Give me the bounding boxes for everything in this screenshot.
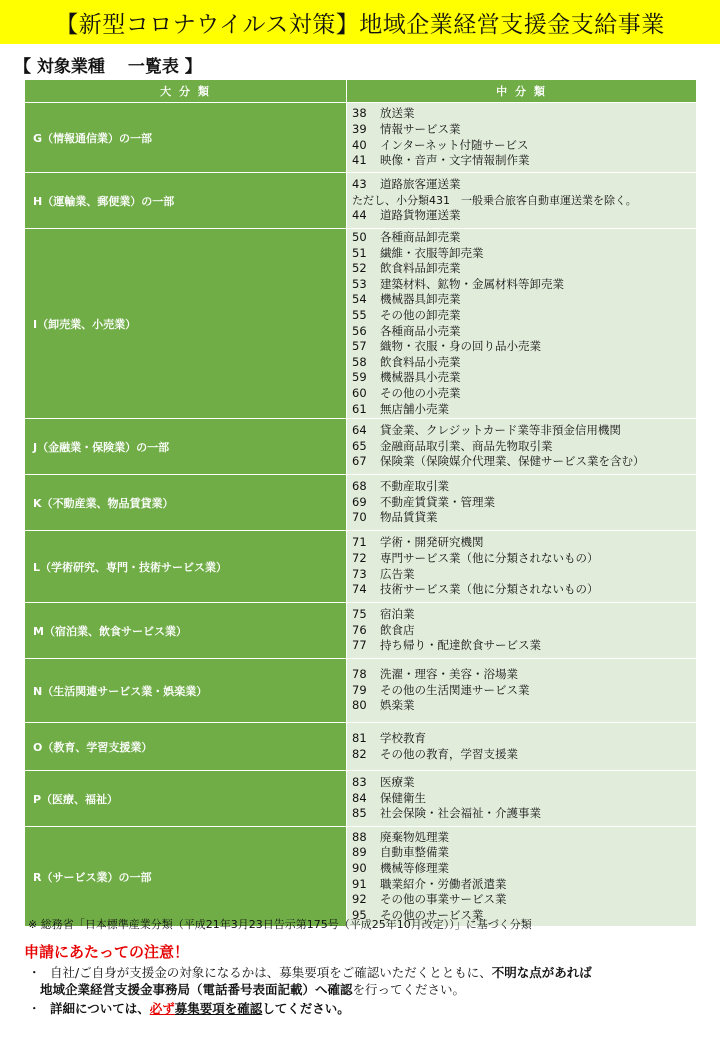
minor-name: 廃棄物処理業	[380, 829, 449, 844]
list-item	[352, 308, 696, 324]
header-minor: 中 分 類	[347, 80, 697, 103]
minor-code: 74	[352, 582, 367, 597]
minor-category-list	[347, 771, 697, 827]
industry-table	[24, 79, 697, 927]
list-item	[352, 698, 696, 714]
bullet-mark: ・	[28, 1001, 41, 1016]
minor-code: 38	[352, 106, 367, 121]
minor-name: 保険業（保険媒介代理業、保健サービス業を含む）	[380, 454, 645, 469]
table-row	[25, 531, 697, 603]
minor-name: 不動産賃貸業・管理業	[380, 494, 495, 509]
minor-code: 92	[352, 892, 367, 907]
minor-code: 51	[352, 245, 367, 260]
minor-name: 織物・衣服・身の回り品小売業	[380, 339, 541, 354]
minor-name: その他の教育，学習支援業	[380, 746, 518, 761]
minor-code: 58	[352, 354, 367, 369]
minor-code: 57	[352, 339, 367, 354]
list-item	[352, 423, 696, 439]
header-major: 大 分 類	[25, 80, 347, 103]
list-item	[352, 861, 696, 877]
minor-name: 各種商品小売業	[380, 323, 461, 338]
list-item	[352, 551, 696, 567]
list-item	[352, 153, 696, 169]
page-title: 【新型コロナウイルス対策】地域企業経営支援金支給事業	[55, 11, 665, 38]
list-item	[352, 439, 696, 455]
minor-name: 機械器具小売業	[380, 370, 461, 385]
minor-name: 貸金業、クレジットカード業等非預金信用機関	[380, 423, 621, 438]
minor-name: 金融商品取引業、商品先物取引業	[380, 438, 553, 453]
minor-category-list	[347, 229, 697, 419]
table-row	[25, 771, 697, 827]
minor-name: 保健衛生	[380, 790, 426, 805]
list-item	[352, 845, 696, 861]
minor-code: 81	[352, 731, 367, 746]
minor-code: 65	[352, 438, 367, 453]
list-item	[352, 607, 696, 623]
minor-code: 73	[352, 566, 367, 581]
list-item	[352, 535, 696, 551]
major-category: R（サービス業）の一部	[25, 827, 347, 927]
minor-code: 52	[352, 261, 367, 276]
list-item	[352, 667, 696, 683]
minor-name: 映像・音声・文字情報制作業	[380, 153, 530, 168]
minor-name: 道路旅客運送業	[380, 177, 461, 192]
list-item	[352, 402, 696, 418]
table-header-row	[25, 80, 697, 103]
list-item	[352, 747, 696, 763]
minor-name: その他の小売業	[380, 385, 461, 400]
minor-code: 78	[352, 667, 367, 682]
minor-code: 71	[352, 535, 367, 550]
minor-code: 75	[352, 607, 367, 622]
list-item	[352, 122, 696, 138]
table-row	[25, 103, 697, 173]
major-category: J（金融業・保険業）の一部	[25, 419, 347, 475]
major-category: I（卸売業、小売業）	[25, 229, 347, 419]
list-item	[352, 495, 696, 511]
minor-name: 娯楽業	[380, 698, 415, 713]
minor-code: 39	[352, 121, 367, 136]
minor-name: 道路貨物運送業	[380, 208, 461, 223]
minor-code: 88	[352, 829, 367, 844]
minor-code: 89	[352, 845, 367, 860]
list-item	[352, 638, 696, 654]
list-item	[352, 324, 696, 340]
exclusion-note: ただし、小分類431 一般乗合旅客自動車運送業を除く。	[352, 193, 637, 207]
list-item	[352, 138, 696, 154]
notice-bullet-2	[28, 1000, 350, 1017]
minor-code: 84	[352, 790, 367, 805]
list-item	[352, 791, 696, 807]
list-item	[352, 582, 696, 598]
minor-name: 専門サービス業（他に分類されないもの）	[380, 551, 599, 566]
minor-code: 90	[352, 861, 367, 876]
table-row	[25, 419, 697, 475]
title-banner	[0, 0, 720, 44]
minor-code: 61	[352, 401, 367, 416]
minor-name: 機械等修理業	[380, 861, 449, 876]
major-category: L（学術研究、専門・技術サービス業）	[25, 531, 347, 603]
table-row	[25, 603, 697, 659]
major-category: M（宿泊業、飲食サービス業）	[25, 603, 347, 659]
minor-name: 学術・開発研究機関	[380, 535, 484, 550]
minor-code: 85	[352, 806, 367, 821]
notice-emphasis: してください。	[262, 1001, 350, 1016]
list-item	[352, 806, 696, 822]
notice-emphasis: 詳細については、	[50, 1001, 150, 1016]
list-item	[352, 877, 696, 893]
list-item	[352, 510, 696, 526]
minor-name: 建築材料、鉱物・金属材料等卸売業	[380, 276, 564, 291]
minor-name: 繊維・衣服等卸売業	[380, 245, 484, 260]
minor-code: 44	[352, 208, 367, 223]
minor-code: 56	[352, 323, 367, 338]
table-body	[25, 103, 697, 927]
minor-category-list	[347, 659, 697, 723]
minor-name: 医療業	[380, 775, 415, 790]
notice-emphasis: 地域企業経営支援金事務局（電話番号表面記載）へ確認	[40, 982, 353, 997]
major-category: O（教育、学習支援業）	[25, 723, 347, 771]
minor-code: 41	[352, 153, 367, 168]
table-row	[25, 475, 697, 531]
minor-code: 91	[352, 876, 367, 891]
major-category: G（情報通信業）の一部	[25, 103, 347, 173]
notice-emphasis: 不明な点があれば	[491, 965, 592, 980]
minor-code: 55	[352, 307, 367, 322]
minor-category-list	[347, 173, 697, 229]
minor-code: 40	[352, 137, 367, 152]
list-item	[352, 370, 696, 386]
list-item	[352, 892, 696, 908]
major-category: K（不動産業、物品賃貸業）	[25, 475, 347, 531]
list-item	[352, 339, 696, 355]
minor-name: その他の事業サービス業	[380, 892, 507, 907]
minor-category-list	[347, 603, 697, 659]
notice-text: を行ってください。	[352, 982, 466, 997]
minor-category-list	[347, 419, 697, 475]
list-item	[352, 479, 696, 495]
list-item	[352, 261, 696, 277]
minor-name: 飲食料品卸売業	[380, 261, 461, 276]
list-item	[352, 567, 696, 583]
minor-name: 飲食料品小売業	[380, 354, 461, 369]
minor-category-list	[347, 723, 697, 771]
minor-name: その他の卸売業	[380, 307, 461, 322]
minor-name: 持ち帰り・配達飲食サービス業	[380, 638, 541, 653]
list-item	[352, 731, 696, 747]
minor-name: 不動産取引業	[380, 479, 449, 494]
list-item	[352, 775, 696, 791]
must-emphasis: 必ず	[149, 1001, 175, 1016]
minor-code: 68	[352, 479, 367, 494]
list-item	[352, 230, 696, 246]
minor-code: 59	[352, 370, 367, 385]
minor-name: 学校教育	[380, 731, 426, 746]
minor-name: 無店舗小売業	[380, 401, 449, 416]
minor-name: 宿泊業	[380, 607, 415, 622]
list-item	[352, 208, 696, 224]
minor-name: 自動車整備業	[380, 845, 449, 860]
list-item	[352, 277, 696, 293]
minor-code: 95	[352, 907, 367, 922]
notice-title: 申請にあたっての注意！	[24, 943, 190, 961]
list-item	[352, 830, 696, 846]
minor-category-list	[347, 103, 697, 173]
list-item	[352, 177, 696, 193]
list-item	[352, 106, 696, 122]
minor-name: 各種商品卸売業	[380, 230, 461, 244]
minor-name: 物品賃貸業	[380, 510, 438, 525]
minor-code: 50	[352, 230, 367, 244]
major-category: P（医療、福祉）	[25, 771, 347, 827]
minor-name: 職業紹介・労働者派遣業	[380, 876, 507, 891]
minor-code: 67	[352, 454, 367, 469]
minor-code: 43	[352, 177, 367, 192]
minor-name: 社会保険・社会福祉・介護事業	[380, 806, 541, 821]
table-row	[25, 229, 697, 419]
minor-code: 69	[352, 494, 367, 509]
table-subtitle: 【 対象業種 一覧表 】	[14, 57, 202, 77]
minor-name: 機械器具卸売業	[380, 292, 461, 307]
minor-name: インターネット付随サービス	[380, 137, 529, 152]
minor-code: 83	[352, 775, 367, 790]
minor-code: 76	[352, 622, 367, 637]
minor-code: 82	[352, 746, 367, 761]
list-item	[352, 386, 696, 402]
minor-category-list	[347, 531, 697, 603]
minor-category-list	[347, 475, 697, 531]
minor-code: 80	[352, 698, 367, 713]
minor-code: 70	[352, 510, 367, 525]
minor-code: 77	[352, 638, 367, 653]
minor-code: 72	[352, 551, 367, 566]
list-item	[352, 292, 696, 308]
minor-name: その他の生活関連サービス業	[380, 682, 530, 697]
minor-name: 広告業	[380, 566, 415, 581]
notice-emphasis: 募集要項を確認	[174, 1001, 263, 1016]
minor-code: 54	[352, 292, 367, 307]
notice-text: 自社/ご自身が支援金の対象になるかは、募集要項をご確認いただくとともに、	[50, 965, 492, 980]
minor-category-list	[347, 827, 697, 927]
list-item	[352, 683, 696, 699]
table-row	[25, 827, 697, 927]
minor-name: 情報サービス業	[380, 121, 461, 136]
notice-bullet-1	[28, 964, 592, 998]
minor-code: 79	[352, 682, 367, 697]
minor-name: 飲食店	[380, 622, 415, 637]
minor-name: その他のサービス業	[380, 907, 484, 922]
major-category: H（運輸業、郵便業）の一部	[25, 173, 347, 229]
minor-name: 技術サービス業（他に分類されないもの）	[380, 582, 599, 597]
major-category: N（生活関連サービス業・娯楽業）	[25, 659, 347, 723]
minor-code: 53	[352, 276, 367, 291]
table-row	[25, 173, 697, 229]
list-item	[352, 623, 696, 639]
list-item	[352, 355, 696, 371]
table-row	[25, 659, 697, 723]
minor-code: 64	[352, 423, 367, 438]
table-row	[25, 723, 697, 771]
footnote: ※ 総務省「日本標準産業分類（平成21年3月23日告示第175号（平成25年10月改定））」に基づく分類	[28, 918, 532, 931]
list-item	[352, 454, 696, 470]
minor-name: 放送業	[380, 106, 415, 121]
minor-name: 洗濯・理容・美容・浴場業	[380, 667, 518, 682]
minor-code: 60	[352, 385, 367, 400]
list-item	[352, 246, 696, 262]
bullet-mark: ・	[28, 965, 41, 980]
